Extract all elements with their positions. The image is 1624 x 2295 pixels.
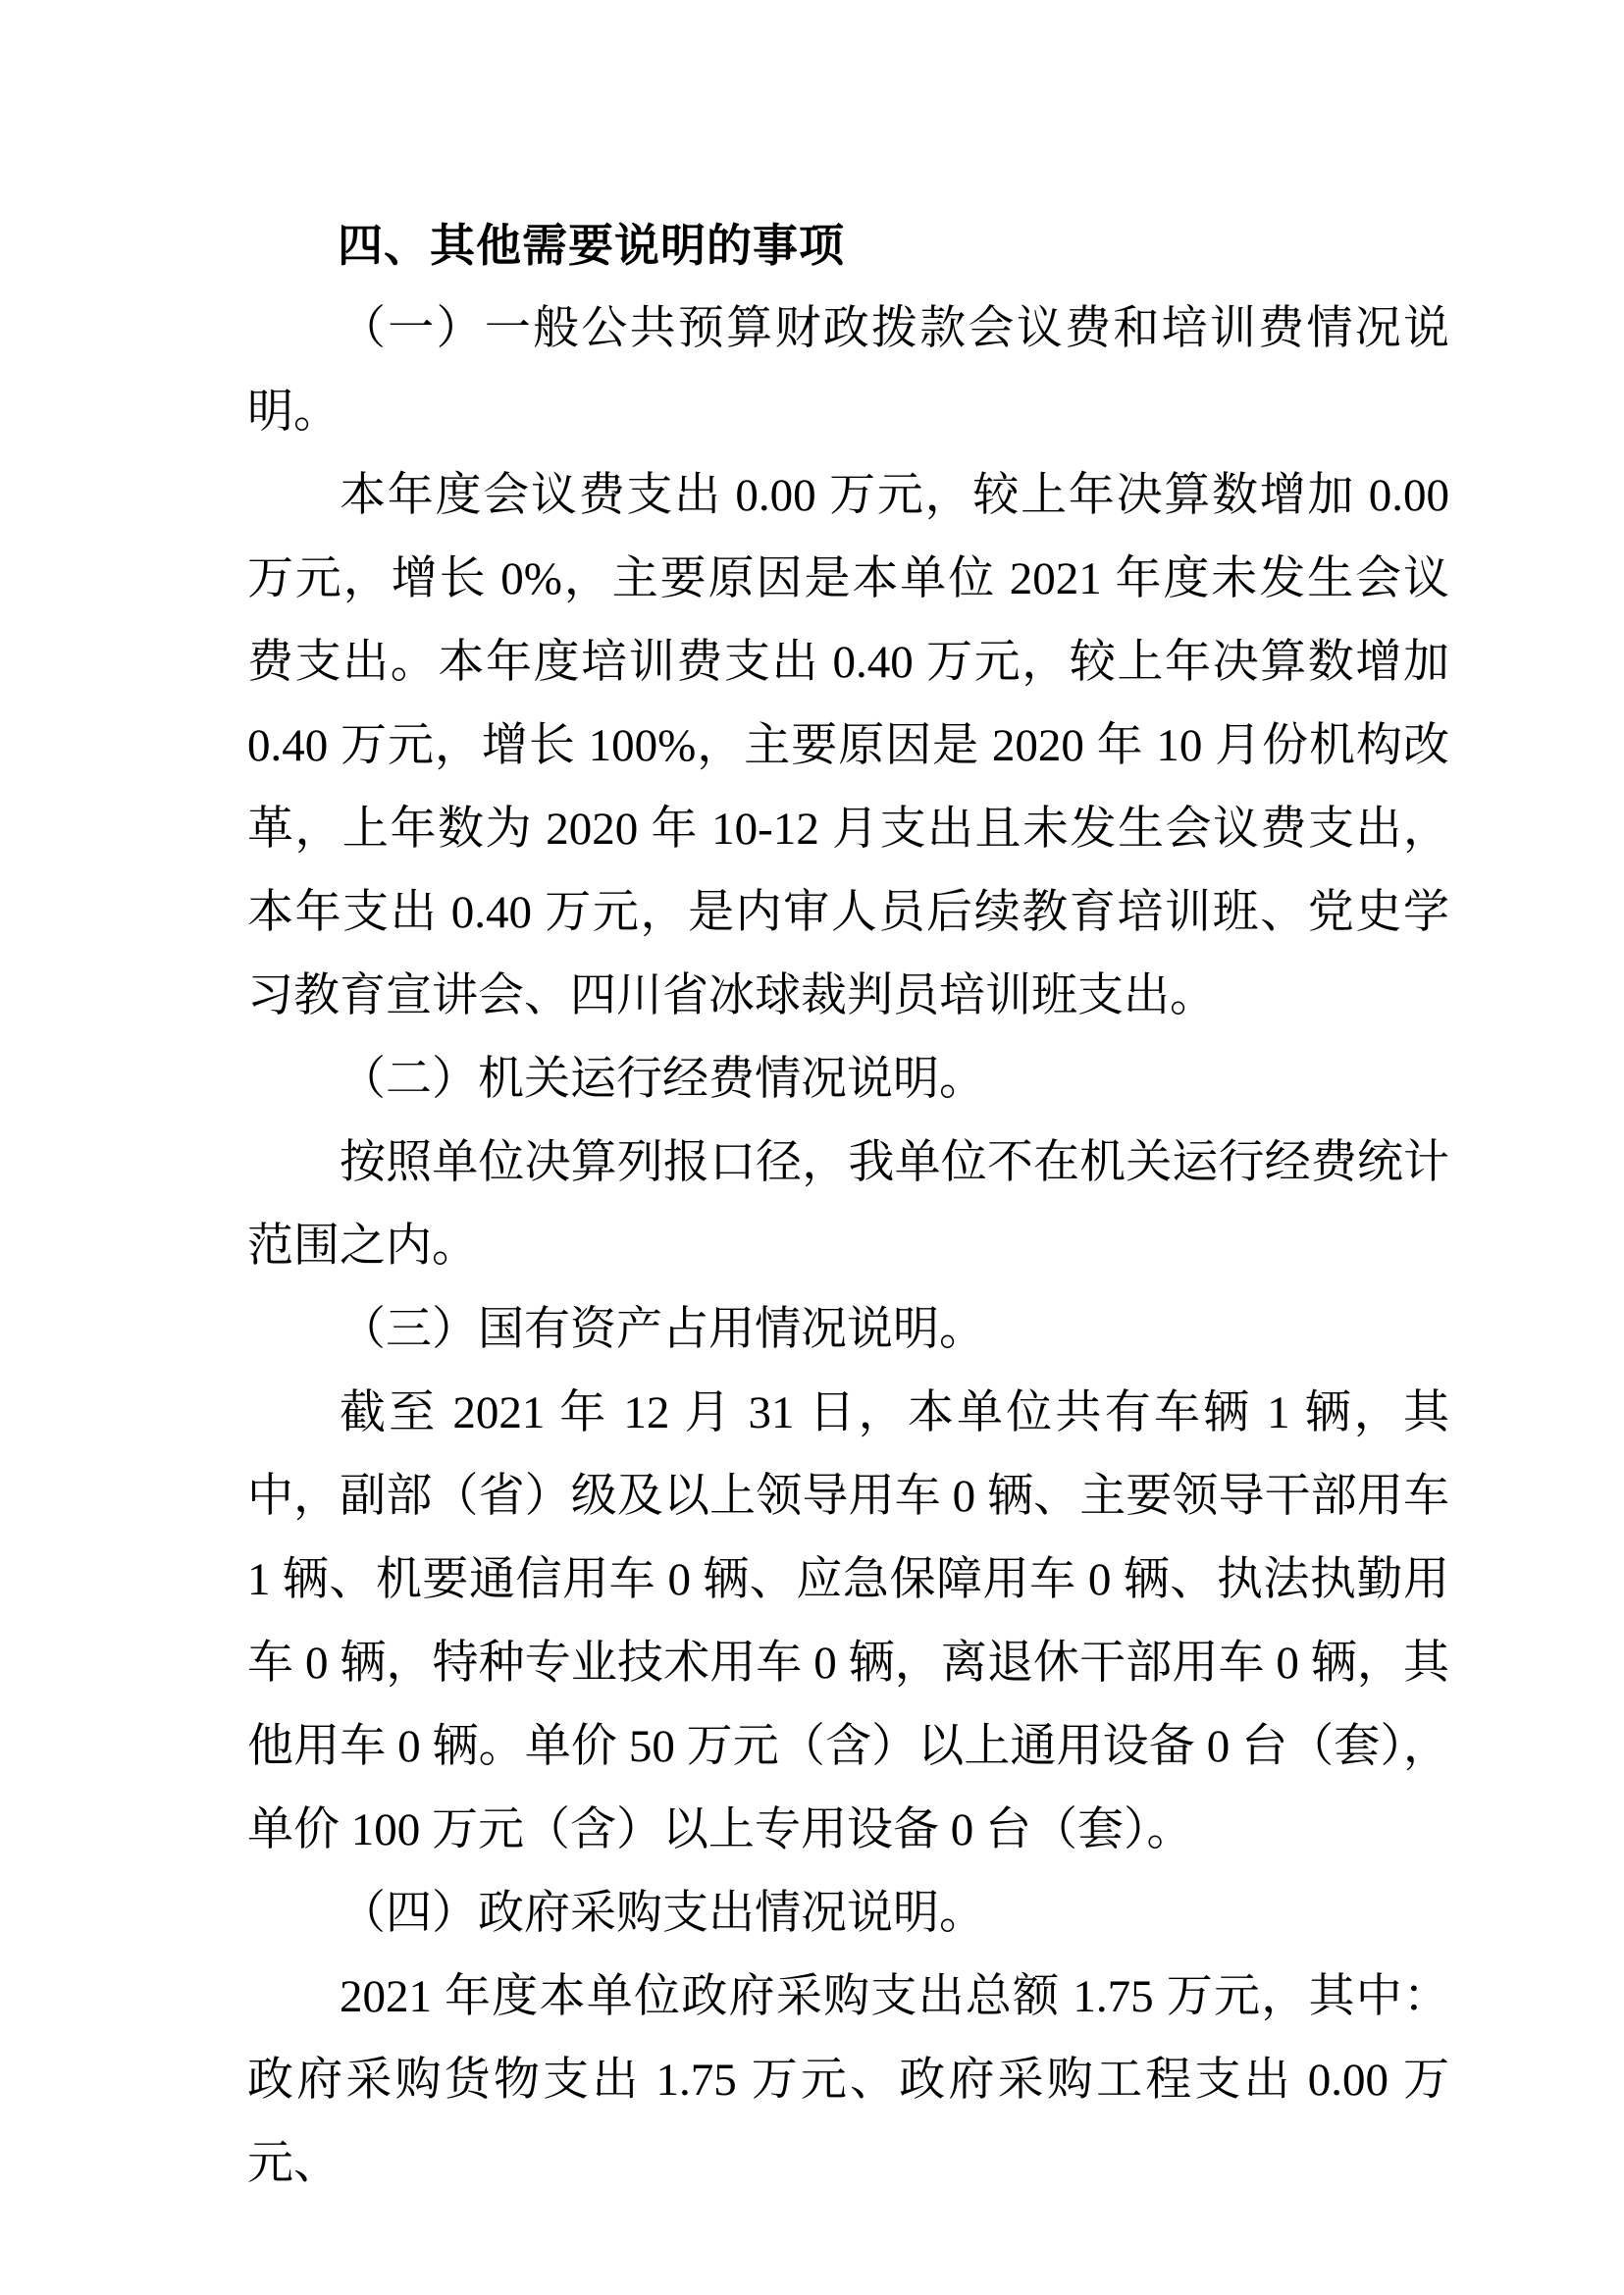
section-heading-other-matters: 四、其他需要说明的事项 (338, 220, 845, 271)
paragraph-agency-operating-funds-detail: 按照单位决算列报口径，我单位不在机关运行经费统计范围之内。 (247, 1137, 1449, 1272)
paragraph-state-assets-detail: 截至 2021 年 12 月 31 日，本单位共有车辆 1 辆，其中，副部（省）级及以上领导用车 0 辆、主要领导干部用车 1 辆、机要通信用车 0 辆、应急保障用车 0 辆、执法执勤用车 0 辆，特种专业技术用车 0 辆，离退休干部用车 0 辆，其他用车 0 辆。单价 50 万元（含）以上通用设备 0 台（套），单价 100 万元（含）以上专用设备 0 台（套）。 (247, 1387, 1449, 1855)
subheading-1-meeting-training-fees: （一）一般公共预算财政拨款会议费和培训费情况说明。 (247, 303, 1449, 438)
subheading-2-agency-operating-funds: （二）机关运行经费情况说明。 (340, 1054, 985, 1105)
subheading-4-government-procurement: （四）政府采购支出情况说明。 (340, 1888, 985, 1939)
paragraph-government-procurement-detail: 2021 年度本单位政府采购支出总额 1.75 万元，其中：政府采购货物支出 1.75 万元、政府采购工程支出 0.00 万元、 (247, 1971, 1449, 2189)
subheading-3-state-assets: （三）国有资产占用情况说明。 (340, 1304, 985, 1355)
paragraph-meeting-training-fees-detail: 本年度会议费支出 0.00 万元，较上年决算数增加 0.00 万元，增长 0%，主要原因是本单位 2021 年度未发生会议费支出。本年度培训费支出 0.40 万元，较上年决算数增加 0.40 万元，增长 100%，主要原因是 2020 年 10 月份机构改革，上年数为 2020 年 10-12 月支出且未发生会议费支出，本年支出 0.40 万元，是内审人员后续教育培训班、党史学习教育宣讲会、四川省冰球裁判员培训班支出。 (247, 470, 1449, 1021)
